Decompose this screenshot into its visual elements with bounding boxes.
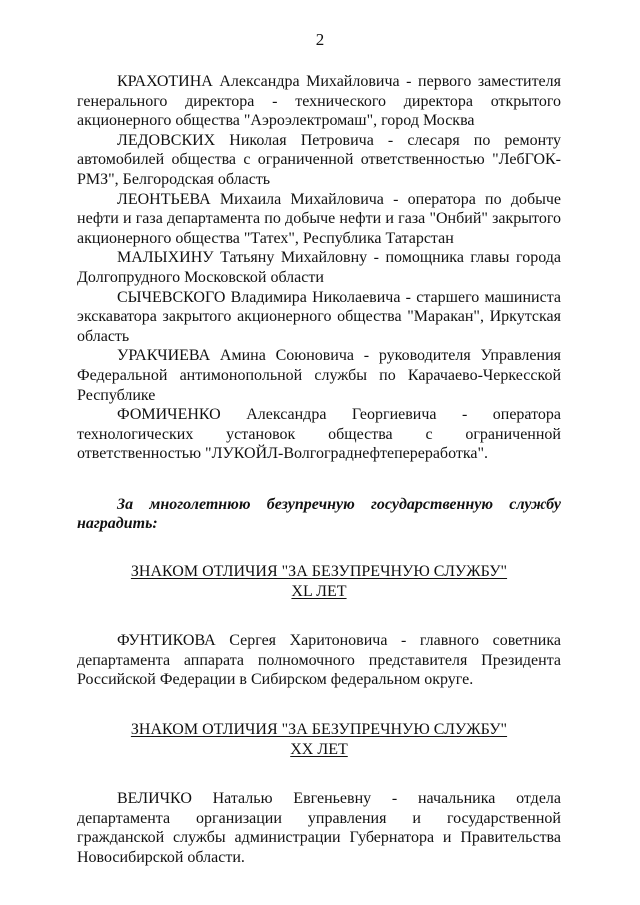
award-title: ЗНАКОМ ОТЛИЧИЯ "ЗА БЕЗУПРЕЧНУЮ СЛУЖБУ": [130, 563, 508, 581]
award-entry: [77, 631, 561, 690]
award-title: ЗНАКОМ ОТЛИЧИЯ "ЗА БЕЗУПРЕЧНУЮ СЛУЖБУ": [130, 721, 508, 739]
entry-surname: СЫЧЕВСКОГО: [117, 288, 226, 306]
entry-text: Александра Михайловича - первого заместителя генерального директора - технического директора открытого акционерного общества "Аэроэлектромаш", город Москва: [77, 73, 561, 130]
award-entry: [77, 190, 561, 249]
entry-surname: ЛЕОНТЬЕВА: [117, 190, 211, 208]
award-entry: [77, 248, 561, 287]
award-years: XL ЛЕТ: [291, 582, 347, 600]
entry-text: Амина Союновича - руководителя Управления Федеральной антимонопольной службы по Карачаево-Черкесской Республике: [77, 347, 561, 404]
award-entry: [77, 131, 561, 190]
entry-text: Сергея Харитоновича - главного советника департамента аппарата полномочного представителя Президента Российской Федерации в Сибирском федеральном округе.: [77, 632, 561, 689]
entry-surname: ВЕЛИЧКО: [117, 790, 192, 808]
award-entry: [77, 346, 561, 405]
award-entry: [77, 789, 561, 867]
page-number: 2: [315, 30, 325, 49]
award-entry: [77, 72, 561, 131]
award-years: XX ЛЕТ: [290, 740, 348, 758]
entry-text: Татьяну Михайловну - помощника главы города Долгопрудного Московской области: [77, 249, 561, 286]
entry-text: Николая Петровича - слесаря по ремонту автомобилей общества с ограниченной ответственностью "ЛебГОК-РМЗ", Белгородская область: [77, 131, 561, 188]
entry-text: Владимира Николаевича - старшего машиниста экскаватора закрытого акционерного общества "Маракан", Иркутская область: [77, 288, 561, 345]
section-heading: За многолетнюю безупречную государственную службу наградить:: [77, 495, 561, 533]
award-entry: [77, 405, 561, 464]
entry-text: Александра Георгиевича - оператора технологических установок общества с ограниченной ответственностью "ЛУКОЙЛ-Волгограднефтепереработка".: [77, 406, 561, 463]
entry-text: Наталью Евгеньевну - начальника отдела департамента организации управления и государственной гражданской службы администрации Губернатора и Правительства Новосибирской области.: [77, 790, 561, 866]
document-body: [77, 72, 561, 868]
entry-surname: УРАКЧИЕВА: [117, 347, 211, 365]
entry-surname: КРАХОТИНА: [117, 73, 213, 90]
entry-text: Михаила Михайловича - оператора по добыче нефти и газа департамента по добыче нефти и газа "Онбий" закрытого акционерного общества "Татех", Республика Татарстан: [77, 190, 561, 247]
entry-surname: МАЛЫХИНУ: [117, 249, 214, 267]
entry-surname: ЛЕДОВСКИХ: [117, 131, 216, 149]
award-entry: [77, 288, 561, 347]
entry-surname: ФУНТИКОВА: [117, 632, 216, 650]
entry-surname: ФОМИЧЕНКО: [117, 406, 221, 424]
